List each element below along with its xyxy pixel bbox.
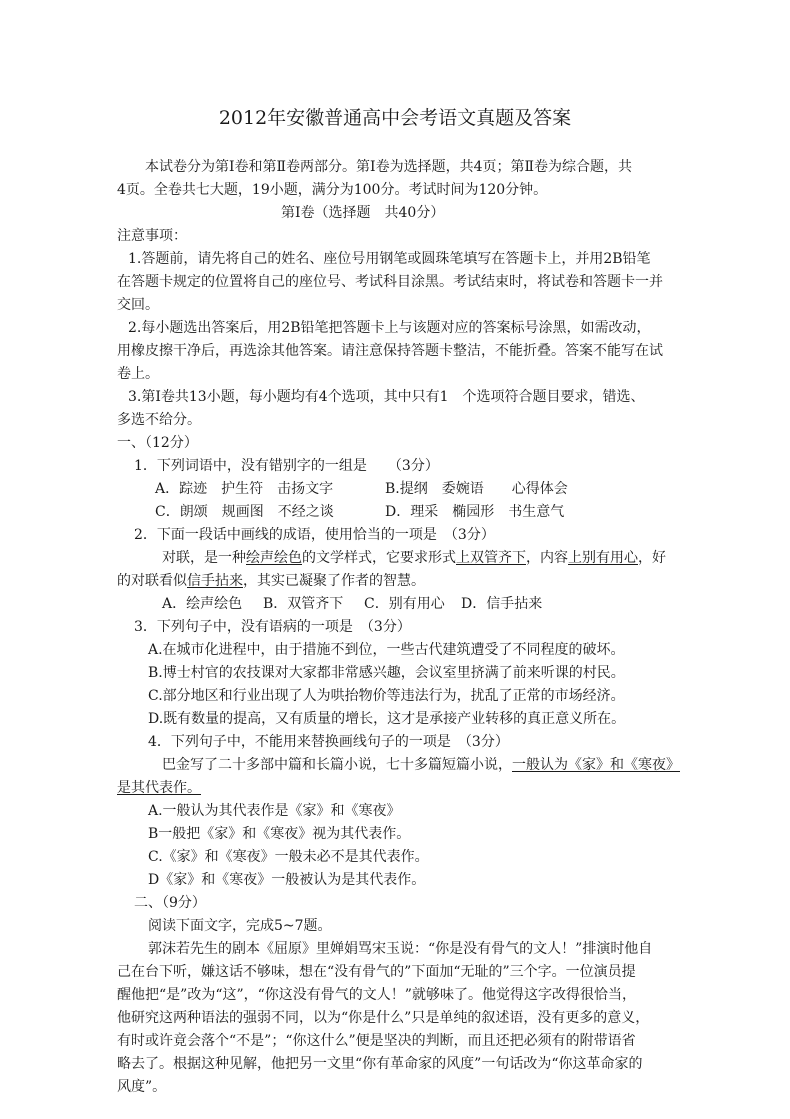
q4-underlined-sentence: 一般认为《家》和《寒夜》 <box>512 757 680 773</box>
part-2-heading: 二、（9分） <box>134 895 206 911</box>
q2-option-a: A．绘声绘色 <box>162 596 243 612</box>
document-title: 2012年安徽普通高中会考语文真题及答案 <box>218 107 572 129</box>
q4-option-d: D《家》和《寒夜》一般被认为是其代表作。 <box>148 872 426 888</box>
q2-passage-text: 对联，是一种 <box>162 550 246 566</box>
q2-passage-text: ，内容 <box>526 550 568 566</box>
reading-line-2: 己在台下听，嫌这话不够味，想在“没有骨气的”下面加“无耻的”三个字。一位演员提 <box>117 964 636 980</box>
note-3-line-1: 3.第Ⅰ卷共13小题，每小题均有4个选项，其中只有1 个选项符合题目要求，错选、 <box>128 389 645 405</box>
intro-line-2: 4页。全卷共七大题，19小题，满分为100分。考试时间为120分钟。 <box>117 182 548 198</box>
q1-option-b: B.提纲 委婉语 心得体会 <box>385 481 568 497</box>
q2-underlined-idiom-3: 上别有用心 <box>568 550 638 566</box>
q2-passage-text: ，其实已凝聚了作者的智慧。 <box>243 573 425 589</box>
q2-option-b: B．双管齐下 <box>263 596 344 612</box>
q2-underlined-idiom-1: 绘声绘色 <box>246 550 302 566</box>
q1-option-d: D．理采 椭园形 书生意气 <box>385 504 565 520</box>
reading-line-1: 郭沫若先生的剧本《屈原》里婵娟骂宋玉说：“你是没有骨气的文人！”排演时他自 <box>148 941 653 957</box>
reading-line-6: 略去了。根据这种见解，他把另一文里“你有革命家的风度”一句话改为“你这革命家的 <box>117 1056 643 1072</box>
reading-line-3: 醒他把“是”改为“这”，“你这没有骨气的文人！”就够味了。他觉得这字改得很恰当， <box>117 987 636 1003</box>
q2-option-c: C．别有用心 <box>364 596 445 612</box>
q2-passage-line-1 <box>162 548 666 568</box>
q4-option-a: A.一般认为其代表作是《家》和《寒夜》 <box>148 803 401 819</box>
q4-passage-line-1 <box>162 755 680 775</box>
q3-option-a: A.在城市化进程中，由于措施不到位，一些古代建筑遭受了不同程度的破坏。 <box>148 642 625 658</box>
q4-underlined-sentence-end: 是其代表作。 <box>117 780 201 796</box>
q2-passage-text: 的对联看似 <box>117 573 187 589</box>
q2-option-d: D．信手拈来 <box>461 596 543 612</box>
note-3-line-2: 多选不给分。 <box>117 412 201 428</box>
q1-option-c: C．朗颂 规画图 不经之谈 <box>155 504 334 520</box>
notes-heading: 注意事项： <box>117 228 187 244</box>
q4-option-c: C.《家》和《寒夜》一般未必不是其代表作。 <box>148 849 429 865</box>
section-heading: 第Ⅰ卷（选择题 共40分） <box>281 205 445 221</box>
note-2-line-1: 2.每小题选出答案后，用2B铅笔把答题卡上与该题对应的答案标号涂黑，如需改动， <box>128 320 651 336</box>
q2-passage-line-2 <box>117 571 425 591</box>
reading-instruction: 阅读下面文字，完成5~7题。 <box>148 918 332 934</box>
note-2-line-3: 卷上。 <box>117 366 159 382</box>
part-1-heading: 一、（12分） <box>117 435 198 451</box>
q1-option-a: A．踪迹 护生符 击扬文字 <box>155 481 334 497</box>
q3-option-b: B.博士村官的农技课对大家都非常感兴趣，会议室里挤满了前来听课的村民。 <box>148 665 625 681</box>
q3-stem: 3．下列句子中，没有语病的一项是 （3分） <box>134 619 411 635</box>
note-1-line-2: 在答题卡规定的位置将自己的座位号、考试科目涂黑。考试结束时，将试卷和答题卡一并 <box>117 274 663 290</box>
q2-passage-text: 的文学样式，它要求形式 <box>302 550 456 566</box>
q2-stem: 2．下面一段话中画线的成语，使用恰当的一项是 （3分） <box>134 527 495 543</box>
q4-stem: 4．下列句子中，不能用来替换画线句子的一项是 （3分） <box>148 734 509 750</box>
q3-option-c: C.部分地区和行业出现了人为哄抬物价等违法行为，扰乱了正常的市场经济。 <box>148 688 625 704</box>
q4-passage-line-2 <box>117 778 201 798</box>
reading-line-5: 有时或许竟会落个“不是”；“你这什么”便是坚决的判断，而且还把必须有的附带语省 <box>117 1033 636 1049</box>
reading-line-7: 风度”。 <box>117 1079 167 1095</box>
q3-option-d: D.既有数量的提高，又有质量的增长，这才是承接产业转移的真正意义所在。 <box>148 711 626 727</box>
note-1-line-1: 1.答题前，请先将自己的姓名、座位号用钢笔或圆珠笔填写在答题卡上，并用2B铅笔 <box>128 251 651 267</box>
q2-passage-text: ，好 <box>638 550 666 566</box>
intro-line-1: 本试卷分为第Ⅰ卷和第Ⅱ卷两部分。第Ⅰ卷为选择题，共4页；第Ⅱ卷为综合题，共 <box>145 159 632 175</box>
reading-line-4: 他研究这两种语法的强弱不同，以为“你是什么”只是单纯的叙述语，没有更多的意义， <box>117 1010 650 1026</box>
q4-option-b: B一般把《家》和《寒夜》视为其代表作。 <box>148 826 411 842</box>
note-1-line-3: 交回。 <box>117 297 159 313</box>
q2-underlined-idiom-2: 上双管齐下 <box>456 550 526 566</box>
note-2-line-2: 用橡皮擦干净后，再选涂其他答案。请注意保持答题卡整洁，不能折叠。答案不能写在试 <box>117 343 663 359</box>
q2-underlined-idiom-4: 信手拈来 <box>187 573 243 589</box>
q1-stem: 1．下列词语中，没有错别字的一组是 （3分） <box>134 458 439 474</box>
q4-passage-text: 巴金写了二十多部中篇和长篇小说，七十多篇短篇小说， <box>162 757 512 773</box>
